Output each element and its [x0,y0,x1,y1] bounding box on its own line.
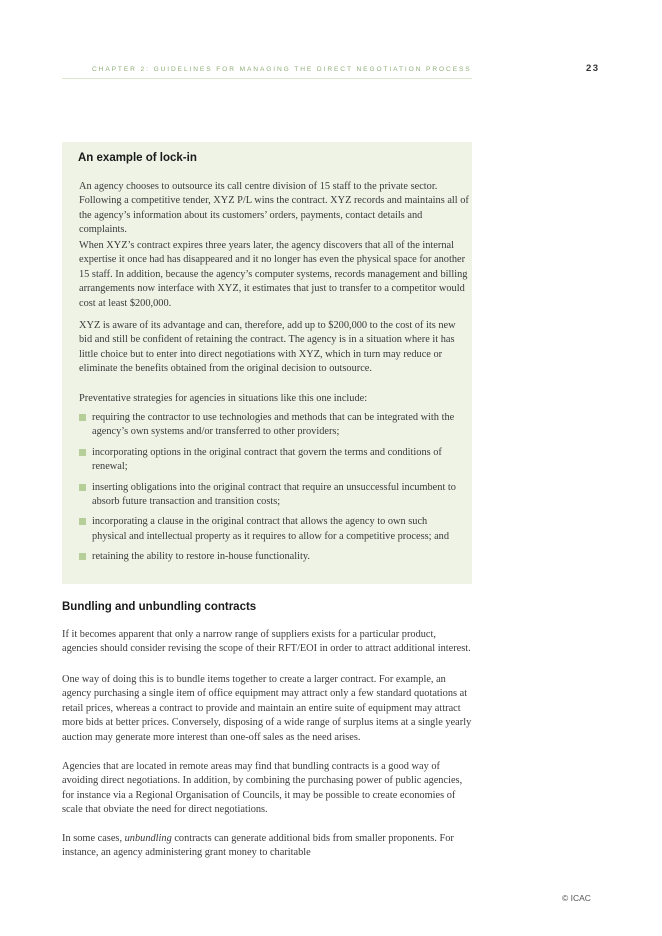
section-paragraph-3: Agencies that are located in remote areas may find that bundling contracts is a good way of avoiding direct negotiations. In addition, by combining the purchasing power of public agencies, for instance via a Regional Organisation of Councils, it may be possible to create economies of scale that obviate the need for direct negotiations. [62,761,463,816]
emphasis-unbundling: unbundling [124,833,172,844]
bullet-square-icon [79,449,86,456]
box-paragraph-2: When XYZ’s contract expires three years later, the agency discovers that all of the internal expertise it once had has disappeared and it no longer has even the physical space for another 15 staff. In addition, because the agency’s computer systems, records management and billing arrangements now interface with XYZ, it estimates that just to transfer to a competitor would cost at least $200,000. [79,240,468,309]
bullet-square-icon [79,518,86,525]
page-number: 23 [586,63,600,74]
list-item: requiring the contractor to use technologies and methods that can be integrated with the agency’s own systems and/or transferred to other providers; [79,411,464,440]
box-paragraph-3: XYZ is aware of its advantage and can, therefore, add up to $200,000 to the cost of its new bid and still be confident of retaining the contract. The agency is in a situation where it has little choice but to enter into direct negotiations with XYZ, which in turn may reduce or eliminate the benefits obtained from the original decision to outsource. [79,320,456,375]
box-paragraph-1: An agency chooses to outsource its call centre division of 15 staff to the private sector. Following a competitive tender, XYZ P/L wins the contract. XYZ records and maintains all of the agency’s information about its customers’ orders, payments, contact details and complaints. [79,181,469,236]
list-item: retaining the ability to restore in-house functionality. [79,550,464,564]
section-paragraph-1: If it becomes apparent that only a narrow range of suppliers exists for a particular product, agencies should consider revising the scope of their RFT/EOI in order to attract additional interest. [62,629,471,655]
box-title: An example of lock-in [78,152,197,164]
section-title: Bundling and unbundling contracts [62,601,257,613]
section-paragraph-4: In some cases, unbundling contracts can generate additional bids from smaller proponents. For instance, an agency administering grant money to charitable [62,833,454,859]
bullet-square-icon [79,414,86,421]
list-item: inserting obligations into the original contract that require an unsuccessful incumbent to absorb future transaction and transition costs; [79,481,464,510]
bullet-square-icon [79,484,86,491]
list-item: incorporating options in the original contract that govern the terms and conditions of renewal; [79,446,464,475]
bullet-square-icon [79,553,86,560]
section-paragraph-2: One way of doing this is to bundle items together to create a larger contract. For example, an agency purchasing a single item of office equipment may attract only a few standard quotations at retail prices, whereas a contract to provide and maintain an entire suite of equipment may attract more bids at better prices. Conversely, disposing of a wide range of surplus items at a single yearly auction may generate more interest than one-off sales as the need arises. [62,674,472,743]
copyright-notice: © ICAC [562,893,591,903]
box-paragraph-4: Preventative strategies for agencies in situations like this one include: [79,393,368,404]
list-item: incorporating a clause in the original contract that allows the agency to own such physical and intellectual property as it requires to allow for a competitive process; and [79,515,464,544]
header-rule [62,78,472,79]
running-header: CHAPTER 2: GUIDELINES FOR MANAGING THE DIRECT NEGOTIATION PROCESS [92,66,472,73]
strategy-list [79,411,464,571]
